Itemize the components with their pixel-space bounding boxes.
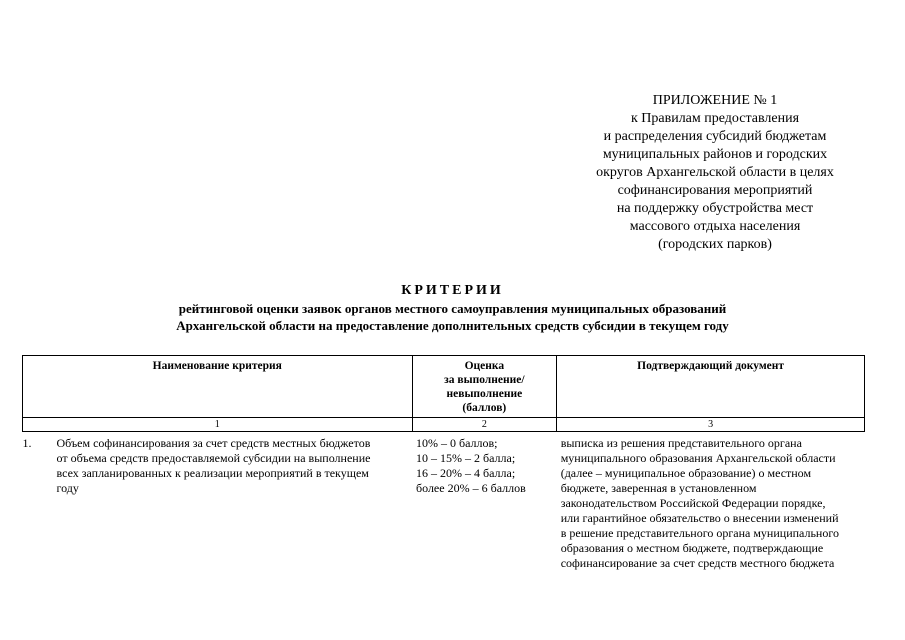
header-score-line: невыполнение xyxy=(446,388,523,400)
appendix-header xyxy=(570,92,860,254)
criterion-cell xyxy=(23,432,413,572)
title-sub-line: рейтинговой оценки заявок органов местного самоуправления муниципальных образований xyxy=(178,301,727,316)
table-header-row xyxy=(23,356,865,418)
column-number: 2 xyxy=(412,418,557,432)
score-line: 10% – 0 баллов; xyxy=(416,436,498,450)
column-number: 1 xyxy=(23,418,413,432)
document-line: образования о местном бюджете, подтверждающие xyxy=(560,541,824,555)
criterion-text xyxy=(57,436,397,496)
appendix-line: массового отдыха населения xyxy=(629,219,801,234)
criteria-table xyxy=(22,355,865,571)
document-line: софинансирование за счет средств местного бюджета xyxy=(560,556,835,570)
document-cell xyxy=(557,432,865,572)
appendix-line: на поддержку обустройства мест xyxy=(616,201,814,216)
header-criterion: Наименование критерия xyxy=(23,356,413,418)
column-number: 3 xyxy=(557,418,865,432)
table-row xyxy=(23,432,865,572)
document-line: или гарантийное обязательство о внесении изменений xyxy=(560,511,839,525)
criterion-line: Объем софинансирования за счет средств местных бюджетов xyxy=(56,436,371,450)
document-line: (далее – муниципальное образование) о местном xyxy=(560,466,812,480)
document-line: бюджете, заверенная в установленном xyxy=(560,481,757,495)
appendix-line: к Правилам предоставления xyxy=(630,111,800,126)
criterion-line: от объема средств предоставляемой субсидии на выполнение xyxy=(56,451,371,465)
header-score-line: за выполнение/ xyxy=(444,374,525,386)
score-line: 16 – 20% – 4 балла; xyxy=(416,466,516,480)
appendix-line: софинансирования мероприятий xyxy=(617,183,813,198)
appendix-line: ПРИЛОЖЕНИЕ № 1 xyxy=(652,93,778,108)
score-cell xyxy=(412,432,557,572)
document-title xyxy=(0,282,905,334)
document-line: в решение представительного органа муниципального xyxy=(560,526,839,540)
header-score-line: (баллов) xyxy=(462,402,507,414)
title-sub-line: Архангельской области на предоставление дополнительных средств субсидии в текущем году xyxy=(176,318,729,333)
document-line: муниципального образования Архангельской области xyxy=(560,451,836,465)
title-main: КРИТЕРИИ xyxy=(401,283,504,298)
appendix-line: округов Архангельской области в целях xyxy=(596,165,834,180)
header-score-line: Оценка xyxy=(464,360,505,372)
header-document: Подтверждающий документ xyxy=(557,356,865,418)
header-score xyxy=(412,356,557,418)
appendix-line: и распределения субсидий бюджетам xyxy=(603,129,827,144)
column-number-row xyxy=(23,418,865,432)
criterion-line: году xyxy=(56,481,79,495)
row-number: 1. xyxy=(22,436,32,450)
appendix-line: (городских парков) xyxy=(658,237,772,252)
document-line: выписка из решения представительного органа xyxy=(560,436,802,450)
appendix-line: муниципальных районов и городских xyxy=(602,147,828,162)
document-line: законодательством Российской Федерации порядке, xyxy=(560,496,826,510)
score-line: 10 – 15% – 2 балла; xyxy=(416,451,516,465)
criterion-line: всех запланированных к реализации мероприятий в текущем xyxy=(56,466,369,480)
score-line: более 20% – 6 баллов xyxy=(416,481,526,495)
